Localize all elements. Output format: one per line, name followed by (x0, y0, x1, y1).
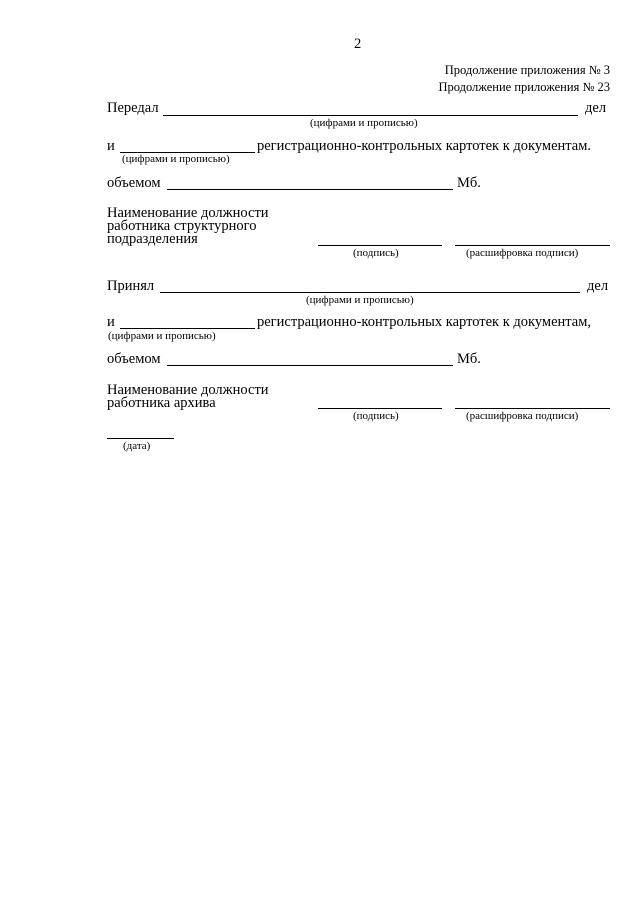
accepted-volume-label: объемом (107, 351, 161, 367)
position-title-2: работника структурного (107, 218, 257, 234)
cases-count-line[interactable] (163, 115, 578, 116)
page-number: 2 (354, 36, 362, 52)
appendix-header-1: Продолжение приложения № 3 (444, 63, 610, 77)
signature-line[interactable] (318, 245, 442, 246)
decoding-hint: (расшифровка подписи) (466, 247, 579, 259)
date-hint: (дата) (123, 440, 151, 452)
and-label: и (107, 138, 115, 154)
date-line[interactable] (107, 438, 174, 439)
accepted-cards-hint: (цифрами и прописью) (108, 330, 216, 342)
volume-line[interactable] (167, 189, 453, 190)
accepted-cases-hint: (цифрами и прописью) (306, 294, 414, 306)
accepted-signature-hint: (подпись) (353, 410, 399, 422)
cards-hint: (цифрами и прописью) (122, 153, 230, 165)
cases-unit: дел (585, 100, 607, 116)
accepted-and-label: и (107, 314, 115, 330)
accepted-volume-line[interactable] (167, 365, 453, 366)
accepted-decoding-hint: (расшифровка подписи) (466, 410, 579, 422)
position-title-1: Наименование должности (107, 205, 269, 221)
accepted-cards-text: регистрационно-контрольных картотек к документам, (257, 314, 592, 330)
appendix-header-2: Продолжение приложения № 23 (438, 80, 610, 94)
position-title-3: подразделения (107, 231, 198, 247)
cases-hint: (цифрами и прописью) (310, 117, 418, 129)
accepted-cards-line[interactable] (120, 328, 255, 329)
accepted-cases-line[interactable] (160, 292, 580, 293)
accepted-position-title-2: работника архива (107, 395, 216, 411)
accepted-decoding-line[interactable] (455, 408, 610, 409)
accepted-signature-line[interactable] (318, 408, 442, 409)
volume-unit: Мб. (457, 175, 481, 191)
volume-label: объемом (107, 175, 161, 191)
signature-decoding-line[interactable] (455, 245, 610, 246)
accepted-volume-unit: Мб. (457, 351, 481, 367)
transferred-label: Передал (107, 100, 159, 116)
accepted-position-title-1: Наименование должности (107, 382, 269, 398)
signature-hint: (подпись) (353, 247, 399, 259)
accepted-label: Принял (107, 278, 155, 294)
accepted-cases-unit: дел (587, 278, 609, 294)
cards-text: регистрационно-контрольных картотек к документам. (257, 138, 592, 154)
